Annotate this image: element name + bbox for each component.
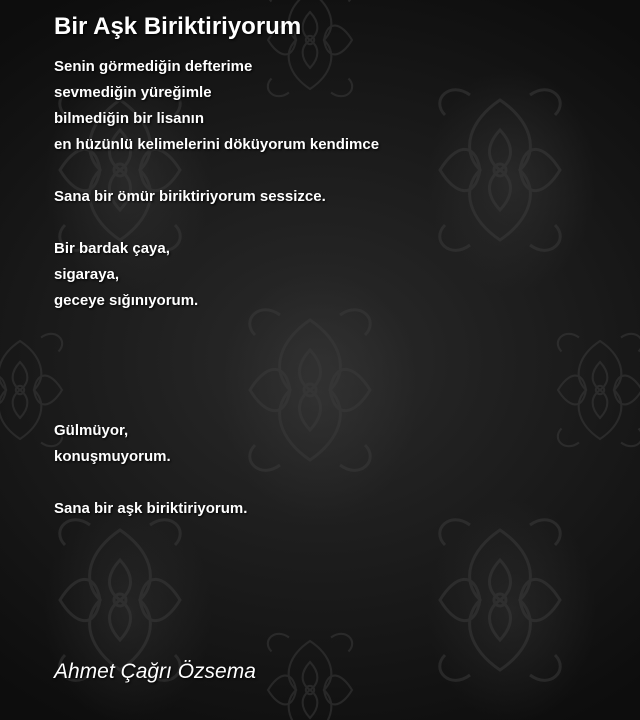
poem-line: sigaraya,	[54, 266, 120, 283]
poem-title: Bir Aşk Biriktiriyorum	[54, 13, 302, 40]
poem-line: Bir bardak çaya,	[54, 240, 170, 257]
poem-line: geceye sığınıyorum.	[54, 292, 199, 309]
ornament	[0, 334, 62, 446]
poem-line: sevmediğin yüreğimle	[54, 84, 212, 101]
poem-line: en hüzünlü kelimelerini döküyorum kendimce	[54, 136, 380, 153]
poem-line: konuşmuyorum.	[54, 448, 171, 465]
poem-line: Gülmüyor,	[54, 422, 129, 439]
poem-line: Sana bir aşk biriktiriyorum.	[54, 500, 248, 517]
poem-line: Sana bir ömür biriktiriyorum sessizce.	[54, 188, 326, 205]
poem-line	[54, 470, 614, 496]
ornament	[440, 520, 560, 681]
poem-line	[54, 392, 614, 418]
poem-author: Ahmet Çağrı Özsema	[54, 660, 256, 683]
poem-line	[54, 366, 614, 392]
poem-body	[54, 54, 614, 522]
ornament	[268, 634, 352, 720]
poem-line	[54, 210, 614, 236]
poem-line	[54, 340, 614, 366]
poem-line: bilmediğin bir lisanın	[54, 110, 205, 127]
ornament	[60, 520, 180, 681]
poem-line: Senin görmediğin defterime	[54, 58, 253, 75]
poem-line	[54, 314, 614, 340]
poem-line	[54, 158, 614, 184]
